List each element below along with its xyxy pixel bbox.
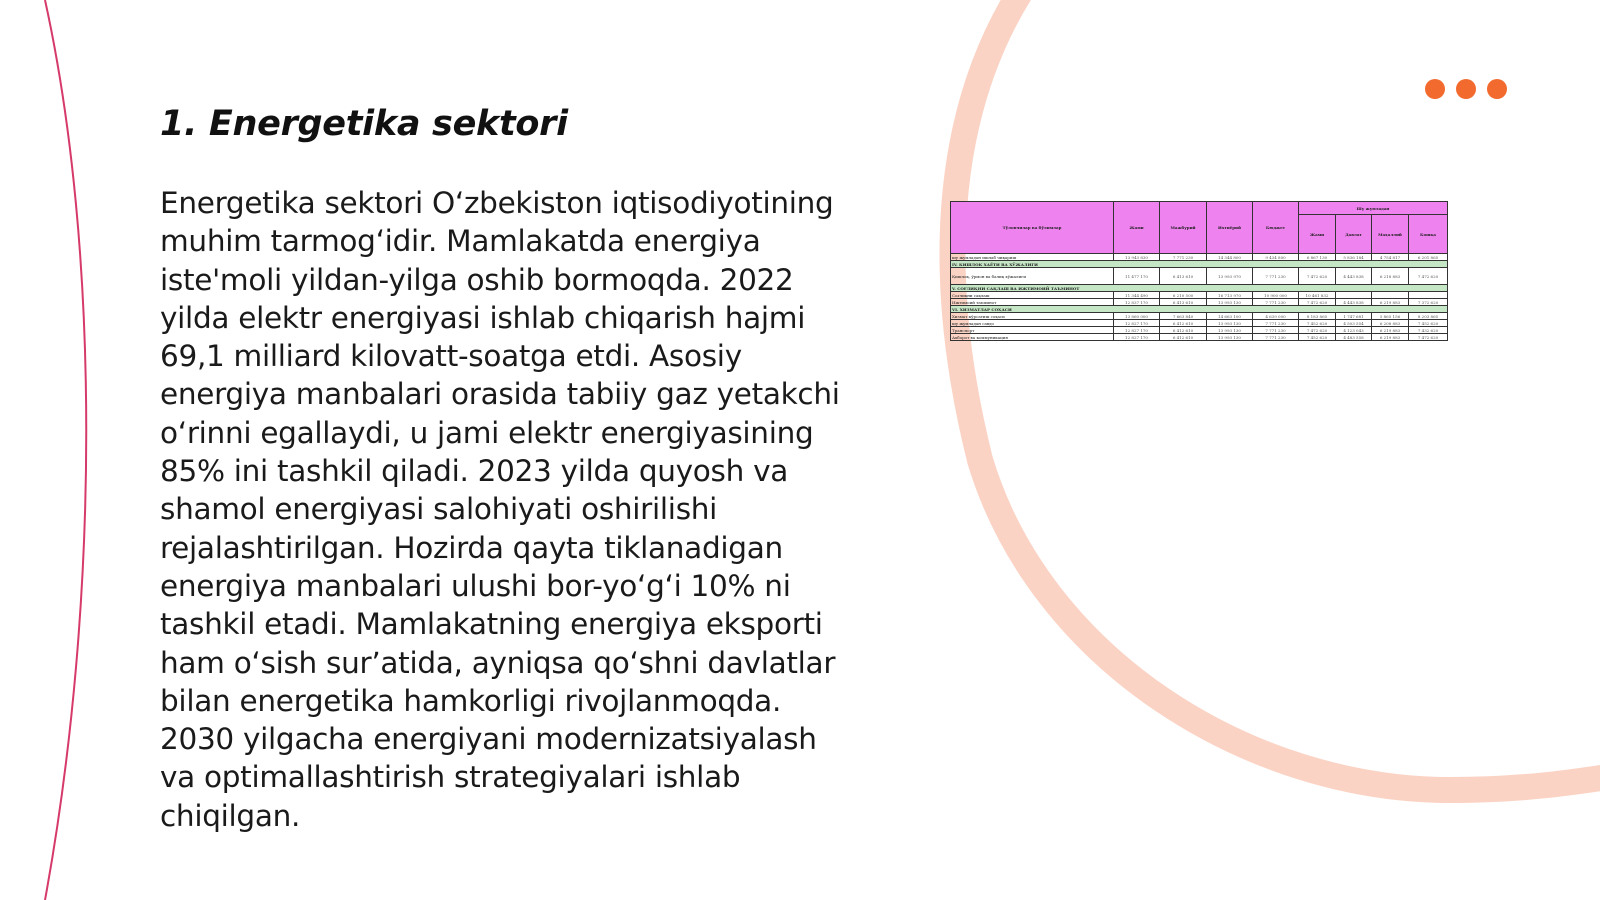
table-row-label: Ахборот ва коммуникация xyxy=(951,334,1114,341)
table-cell: 11 344 490 xyxy=(1114,292,1160,299)
table-cell: 6 413 610 xyxy=(1160,268,1207,285)
table-section-label: V. СОҒЛИҚНИ САҚЛАШ ВА ИЖТИМОИЙ ТАЪМИНОТ xyxy=(951,285,1448,292)
table-cell: 12 827 170 xyxy=(1114,327,1160,334)
table-row xyxy=(951,313,1448,320)
table-cell: 12 837 170 xyxy=(1114,299,1160,306)
table-row-label: шу жумладан ишлаб чиқариш xyxy=(951,254,1114,261)
table-cell xyxy=(1336,292,1372,299)
table-cell: 7 472 620 xyxy=(1409,268,1448,285)
table-cell: 7 372 620 xyxy=(1409,299,1448,306)
table-cell: 4 443 838 xyxy=(1336,299,1372,306)
table-cell: 7 472 620 xyxy=(1299,268,1336,285)
table-cell: 6 219 883 xyxy=(1372,299,1409,306)
table-cell: 6 208 883 xyxy=(1372,320,1409,327)
table-body xyxy=(951,254,1448,341)
table-row-label: Транспорт xyxy=(951,327,1114,334)
table-row xyxy=(951,299,1448,306)
table-cell xyxy=(1372,292,1409,299)
peach-ring-arc xyxy=(952,0,1600,790)
table-cell: 7 771 230 xyxy=(1160,254,1207,261)
table-header-group: Шу жумладан xyxy=(1299,202,1448,215)
table-row xyxy=(951,268,1448,285)
table-cell: 4 503 554 xyxy=(1336,320,1372,327)
table-row-label: Соғлиқни сақлаш xyxy=(951,292,1114,299)
table-row-label: шу жумладан савдо xyxy=(951,320,1114,327)
table-cell: 7 771 230 xyxy=(1253,320,1299,327)
table-cell: 10 461 832 xyxy=(1299,292,1336,299)
data-table-image xyxy=(950,201,1447,393)
table-cell: 7 771 230 xyxy=(1253,334,1299,341)
table-section-label: VI. ХИЗМАТЛАР СОҲАСИ xyxy=(951,306,1448,313)
table-cell: 6 201 865 xyxy=(1409,254,1448,261)
table-cell: 13 993 130 xyxy=(1207,320,1253,327)
table-cell: 11 477 170 xyxy=(1114,268,1160,285)
left-accent-line xyxy=(45,0,86,900)
table-cell: 1 747 681 xyxy=(1336,313,1372,320)
table-header-cell: Жами xyxy=(1299,215,1336,254)
table-cell: 12 827 170 xyxy=(1114,320,1160,327)
table-cell xyxy=(1409,292,1448,299)
table-header-first: Тўловчилар ва бўлимлар xyxy=(951,202,1114,254)
table-header-cell: Бюджет xyxy=(1253,202,1299,254)
table-cell: 6 219 883 xyxy=(1372,334,1409,341)
table-section-row xyxy=(951,306,1448,313)
table-row xyxy=(951,334,1448,341)
table-section-label: IV. КИШЛОК ХАЁТИ ВА ХЎЖАЛИГИ xyxy=(951,261,1448,268)
table-cell: 13 943 830 xyxy=(1114,254,1160,261)
dot-icon xyxy=(1425,79,1445,99)
table-cell: 7 663 840 xyxy=(1160,313,1207,320)
data-table xyxy=(950,201,1448,341)
table-cell: 5 836 184 xyxy=(1336,254,1372,261)
table-row-label: Ижтимоий таъминот xyxy=(951,299,1114,306)
table-section-row xyxy=(951,261,1448,268)
table-cell: 6 412 610 xyxy=(1160,327,1207,334)
table-cell: 6 412 610 xyxy=(1160,334,1207,341)
table-cell: 7 452 620 xyxy=(1409,320,1448,327)
table-header-cell: Давлат xyxy=(1336,215,1372,254)
table-header-cell: Маҳаллий xyxy=(1372,215,1409,254)
table-cell: 7 472 620 xyxy=(1299,299,1336,306)
table-cell: 7 452 620 xyxy=(1299,320,1336,327)
table-cell: 4 443 838 xyxy=(1336,268,1372,285)
table-cell: 8 203 865 xyxy=(1409,313,1448,320)
table-row xyxy=(951,327,1448,334)
slide-body-text: Energetika sektori O‘zbekiston iqtisodiyotining muhim tarmog‘idir. Mamlakatda energiya iste'moli yildan-yilga oshib bormoqda. 2022 yilda elektr energiyasi ishlab chiqarish hajmi 69,1 milliard kilovatt-soatga etdi. Asosiy energiya manbalari orasida tabiiy gaz yetakchi o‘rinni egallaydi, u jami elektr energiyasining 85% ini tashkil qiladi. 2023 yilda quyosh va shamol energiyasi salohiyati oshirilishi rejalashtirilgan. Hozirda qayta tiklanadigan energiya manbalari ulushi bor-yo‘g‘i 10% ni tashkil etadi. Mamlakatning energiya eksporti ham o‘sish sur’atida, ayniqsa qo‘shni davlatlar bilan energetika hamkorligi rivojlanmoqda. 2030 yilgacha energiyani modernizatsiyalash va optimallashtirish strategiyalari ishlab chiqilgan. xyxy=(160,186,840,833)
table-cell: 4 754 817 xyxy=(1372,254,1409,261)
table-header-cell: Бошқа xyxy=(1409,215,1448,254)
table-cell: 12 827 170 xyxy=(1114,334,1160,341)
table-cell: 16 713 970 xyxy=(1207,292,1253,299)
table-header-cell: Ихтиёрий xyxy=(1207,202,1253,254)
table-cell: 6 412 610 xyxy=(1160,320,1207,327)
table-cell: 9 434 800 xyxy=(1253,254,1299,261)
table-cell: 10 900 000 xyxy=(1253,292,1299,299)
table-cell: 14 344 800 xyxy=(1207,254,1253,261)
slide-title: 1. Energetika sektori xyxy=(160,104,568,144)
table-cell: 7 771 230 xyxy=(1253,327,1299,334)
three-dots-icon[interactable] xyxy=(1425,79,1507,99)
table-cell: 13 993 970 xyxy=(1207,268,1253,285)
table-header-cell: Мажбурий xyxy=(1160,202,1207,254)
table-cell: 7 452 620 xyxy=(1299,334,1336,341)
table-section-row xyxy=(951,285,1448,292)
dot-icon xyxy=(1487,79,1507,99)
table-cell: 6 218 883 xyxy=(1372,268,1409,285)
table-row xyxy=(951,254,1448,261)
table-cell: 7 432 620 xyxy=(1409,327,1448,334)
table-cell: 4 639 000 xyxy=(1253,313,1299,320)
table-row-label: Хизмат кўрсатиш соҳаси xyxy=(951,313,1114,320)
table-cell: 7 472 620 xyxy=(1409,334,1448,341)
table-row xyxy=(951,292,1448,299)
table-cell: 13 860 000 xyxy=(1114,313,1160,320)
table-cell: 4 123 043 xyxy=(1336,327,1372,334)
table-cell: 14 663 100 xyxy=(1207,313,1253,320)
table-row-label: Қишлоқ, ўрмон ва балиқ хўжалиги xyxy=(951,268,1114,285)
table-cell: 8 183 865 xyxy=(1299,313,1336,320)
dot-icon xyxy=(1456,79,1476,99)
table-cell: 13 993 130 xyxy=(1207,327,1253,334)
table-cell: 6 867 130 xyxy=(1299,254,1336,261)
table-row xyxy=(951,320,1448,327)
table-cell: 13 993 130 xyxy=(1207,299,1253,306)
table-cell: 4 483 558 xyxy=(1336,334,1372,341)
table-cell: 6 219 883 xyxy=(1372,327,1409,334)
table-cell: 6 413 610 xyxy=(1160,299,1207,306)
table-cell: 5 865 156 xyxy=(1372,313,1409,320)
table-cell: 7 771 230 xyxy=(1253,268,1299,285)
table-cell: 7 472 620 xyxy=(1299,327,1336,334)
table-cell: 7 771 230 xyxy=(1253,299,1299,306)
table-cell: 6 210 500 xyxy=(1160,292,1207,299)
table-header-cell: Жами xyxy=(1114,202,1160,254)
table-cell: 13 993 130 xyxy=(1207,334,1253,341)
